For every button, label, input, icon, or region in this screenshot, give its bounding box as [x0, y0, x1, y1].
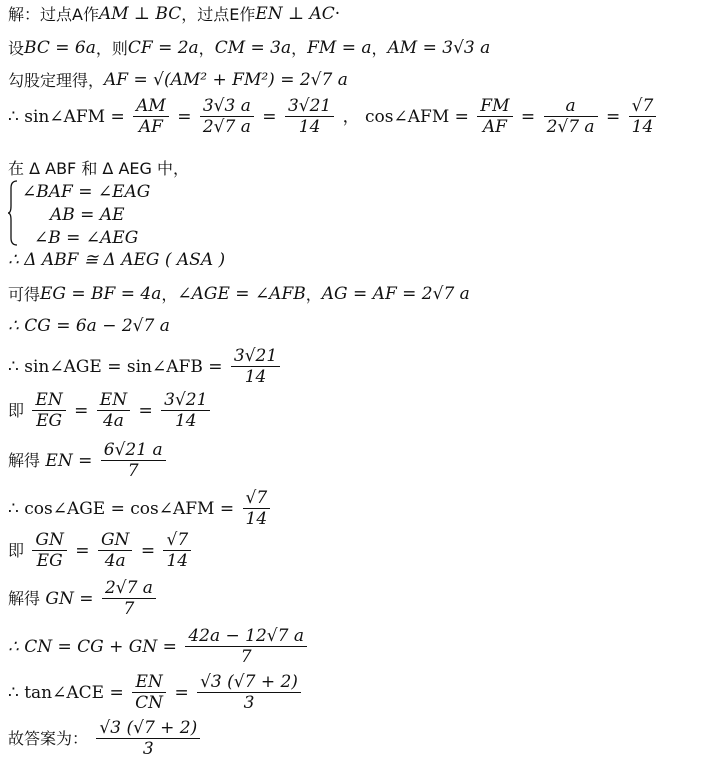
line-tan: [8, 674, 304, 712]
text: 即: [8, 541, 25, 560]
line-intro: [8, 6, 340, 23]
line-cg: [8, 318, 170, 335]
left-brace-icon: [8, 180, 18, 246]
math: AM ⊥ BC: [98, 4, 182, 24]
answer-fraction: $\frac{√3 (√7 + 2)}{3}$: [96, 720, 200, 758]
fraction: $\frac{42a - 12√7 a}{7}$: [185, 628, 307, 666]
line-sin-cos-afm: [8, 98, 659, 136]
text: ，过点E作: [181, 4, 256, 24]
math: ∴ CN = CG + GN =: [8, 636, 177, 657]
equals: =: [75, 540, 90, 561]
text: 故答案为：: [8, 729, 89, 748]
text: ，: [161, 284, 178, 304]
fraction: $\frac{3√21}{14}$: [285, 98, 334, 136]
line-cn: [8, 628, 310, 666]
line-gn-ratio: [8, 532, 194, 570]
equals: =: [262, 106, 277, 127]
math: ∴ sin∠AFM =: [8, 106, 125, 127]
math: ∴ sin∠AGE = sin∠AFB =: [8, 356, 223, 377]
text: ，: [305, 284, 322, 304]
equals: =: [520, 106, 536, 127]
comma: ，: [342, 106, 360, 127]
equals: =: [74, 400, 89, 421]
math: AG = AF = 2√7 a: [321, 284, 470, 304]
text: ，则: [95, 38, 128, 58]
condition-row: ∠B = ∠AEG: [34, 228, 139, 248]
equals: =: [174, 682, 189, 703]
math: CM = 3a: [214, 38, 292, 58]
fraction: $\frac{GN}{EG}$: [32, 532, 66, 570]
line-eg: [8, 286, 470, 303]
fraction: $\frac{AM}{AF}$: [133, 98, 169, 136]
line-cos-age: [8, 490, 273, 528]
line-triangles: [8, 160, 189, 177]
math: ∴ cos∠AGE = cos∠AFM =: [8, 498, 235, 519]
text: 设: [8, 38, 25, 58]
text: ，: [371, 38, 388, 58]
fraction: $\frac{2√7 a}{7}$: [102, 580, 156, 618]
fraction: $\frac{EN}{EG}$: [32, 392, 65, 430]
condition-row: AB = AE: [50, 205, 125, 225]
math: EN =: [45, 450, 93, 471]
text: 勾股定理得，: [8, 70, 105, 90]
text: 解：过点A作: [8, 4, 99, 24]
fraction: $\frac{3√3 a}{2√7 a}$: [200, 98, 254, 136]
fraction: $\frac{FM}{AF}$: [477, 98, 512, 136]
line-en: [8, 442, 169, 480]
math: ∴ CG = 6a − 2√7 a: [8, 316, 170, 336]
math: ∴ tan∠ACE =: [8, 682, 124, 703]
math: GN =: [45, 588, 94, 609]
line-sin-age: [8, 348, 283, 386]
text: 解得: [8, 589, 41, 608]
equals: =: [177, 106, 192, 127]
line-gn: [8, 580, 159, 618]
math: ∴ Δ ABF ≅ Δ AEG ( ASA ): [8, 250, 226, 270]
fraction: $\frac{EN}{4a}$: [97, 392, 130, 430]
congruence-conditions: [8, 180, 208, 246]
fraction: $\frac{6√21 a}{7}$: [101, 442, 166, 480]
text: ·: [334, 4, 341, 24]
fraction: $\frac{√7}{14}$: [243, 490, 271, 528]
math: FM = a: [307, 38, 372, 58]
fraction: $\frac{GN}{4a}$: [98, 532, 132, 570]
text: ，: [291, 38, 308, 58]
text: 即: [8, 401, 25, 420]
line-pythagoras: [8, 72, 348, 89]
math: EN ⊥ AC: [255, 4, 335, 24]
math: EG = BF = 4a: [40, 284, 162, 304]
text: 解得: [8, 451, 41, 470]
condition-row: ∠BAF = ∠EAG: [22, 182, 151, 202]
fraction: $\frac{√7}{14}$: [163, 532, 191, 570]
math: AM = 3√3 a: [387, 38, 491, 58]
fraction: $\frac{EN}{CN}$: [132, 674, 166, 712]
fraction: $\frac{√3 (√7 + 2)}{3}$: [197, 674, 301, 712]
fraction: $\frac{a}{2√7 a}$: [544, 98, 598, 136]
line-en-ratio: [8, 392, 213, 430]
equals: =: [605, 106, 621, 127]
fraction: $\frac{3√21}{14}$: [161, 392, 210, 430]
math: cos∠AFM =: [365, 106, 469, 127]
equals: =: [140, 540, 156, 561]
equals: =: [138, 400, 153, 421]
fraction: $\frac{√7}{14}$: [629, 98, 657, 136]
text: 可得: [8, 284, 41, 304]
text: 在 Δ ABF 和 Δ AEG 中，: [8, 158, 189, 178]
line-setup: [8, 40, 490, 57]
line-answer: [8, 720, 203, 758]
fraction: $\frac{3√21}{14}$: [231, 348, 280, 386]
text: ，: [198, 38, 215, 58]
math: CF = 2a: [127, 38, 199, 58]
math: AF = √(AM² + FM²) = 2√7 a: [104, 70, 348, 90]
math: ∠AGE = ∠AFB: [177, 284, 306, 304]
math: BC = 6a: [24, 38, 96, 58]
line-congruent: [8, 252, 225, 269]
